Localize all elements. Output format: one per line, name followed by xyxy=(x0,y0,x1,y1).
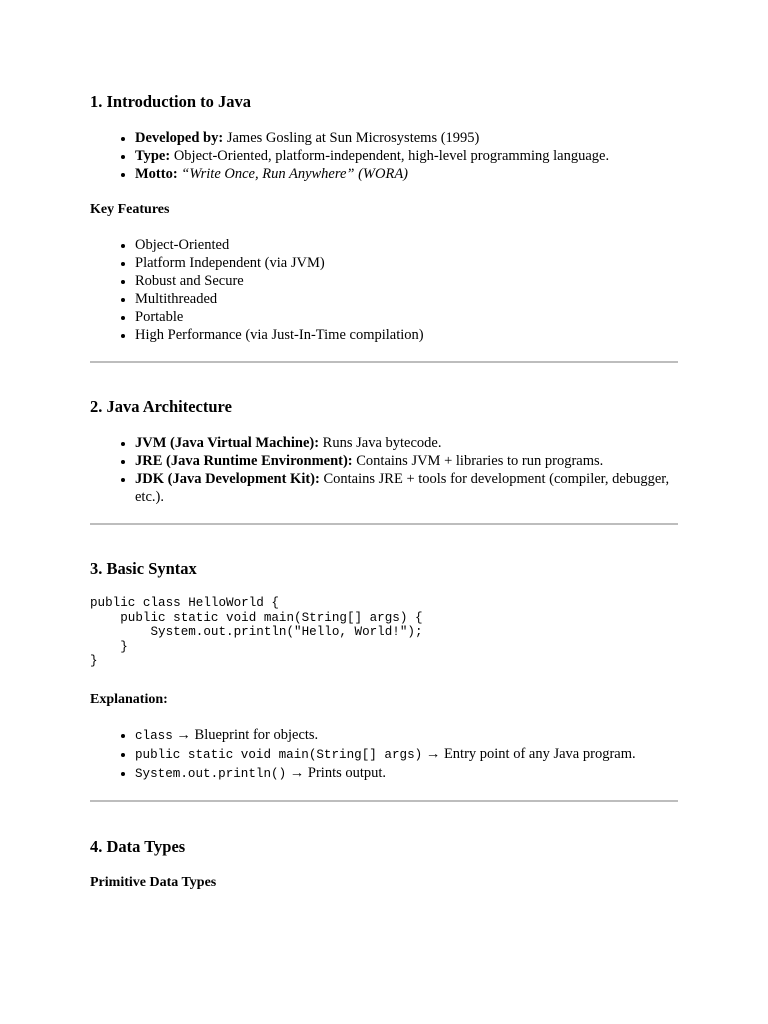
list-item: • Robust and Secure xyxy=(135,272,678,290)
subheading-primitive-data-types: Primitive Data Types xyxy=(90,874,217,890)
list-item-jvm xyxy=(135,434,678,452)
list-item-label: Motto: xyxy=(135,166,178,182)
list-item-label: JRE (Java Runtime Environment): xyxy=(135,453,353,469)
list-item-motto xyxy=(135,165,678,183)
list-item-text: → Entry point of any Java program. xyxy=(422,745,636,762)
list-item-text: James Gosling at Sun Microsystems (1995) xyxy=(223,130,480,146)
list-item-text: Runs Java bytecode. xyxy=(319,435,442,451)
list-item-type xyxy=(135,147,678,165)
list-item-class xyxy=(135,726,678,745)
list-item-text: Contains JVM + libraries to run programs. xyxy=(352,453,604,469)
section-heading-architecture: 2. Java Architecture xyxy=(90,397,232,416)
list-item: • Object-Oriented xyxy=(135,236,678,254)
list-item-developed-by xyxy=(135,129,678,147)
subheading-explanation: Explanation: xyxy=(90,691,168,707)
list-item-text: → Prints output. xyxy=(286,764,387,781)
inline-code: public static void main(String[] args) xyxy=(135,747,423,762)
list-item-jre xyxy=(135,452,678,470)
explanation-list xyxy=(90,726,678,783)
list-item-text: “Write Once, Run Anywhere” (WORA) xyxy=(177,166,409,182)
inline-code: class xyxy=(135,728,173,743)
list-item-jdk xyxy=(135,470,678,506)
list-item: • Platform Independent (via JVM) xyxy=(135,254,678,272)
list-item: • Multithreaded xyxy=(135,290,678,308)
list-item-label: JDK (Java Development Kit): xyxy=(135,471,320,487)
features-list xyxy=(90,236,678,344)
list-item: • Portable xyxy=(135,308,678,326)
list-item-label: JVM (Java Virtual Machine): xyxy=(135,435,320,451)
section-heading-data-types: 4. Data Types xyxy=(90,836,186,856)
section-heading-basic-syntax: 3. Basic Syntax xyxy=(90,559,197,578)
list-item-println xyxy=(135,764,678,783)
list-item-text: Object-Oriented, platform-independent, high-level programming language. xyxy=(170,148,610,164)
list-item-text: Contains JRE + tools for development (compiler, debugger, etc.). xyxy=(135,471,670,505)
list-item-label: Developed by: xyxy=(135,130,224,146)
list-item: • High Performance (via Just-In-Time compilation) xyxy=(135,326,678,344)
subheading-key-features: Key Features xyxy=(90,202,170,217)
architecture-list xyxy=(90,434,678,506)
inline-code: System.out.println() xyxy=(135,766,287,781)
list-item-main xyxy=(135,745,678,764)
section-heading-introduction: 1. Introduction to Java xyxy=(90,92,252,111)
code-block: public class HelloWorld { public static void main(String[] args) { System.out.println("Hello, World!"); } } xyxy=(90,596,423,669)
list-item-text: → Blueprint for objects. xyxy=(172,726,319,743)
list-item-label: Type: xyxy=(135,148,171,164)
intro-list xyxy=(90,129,678,183)
